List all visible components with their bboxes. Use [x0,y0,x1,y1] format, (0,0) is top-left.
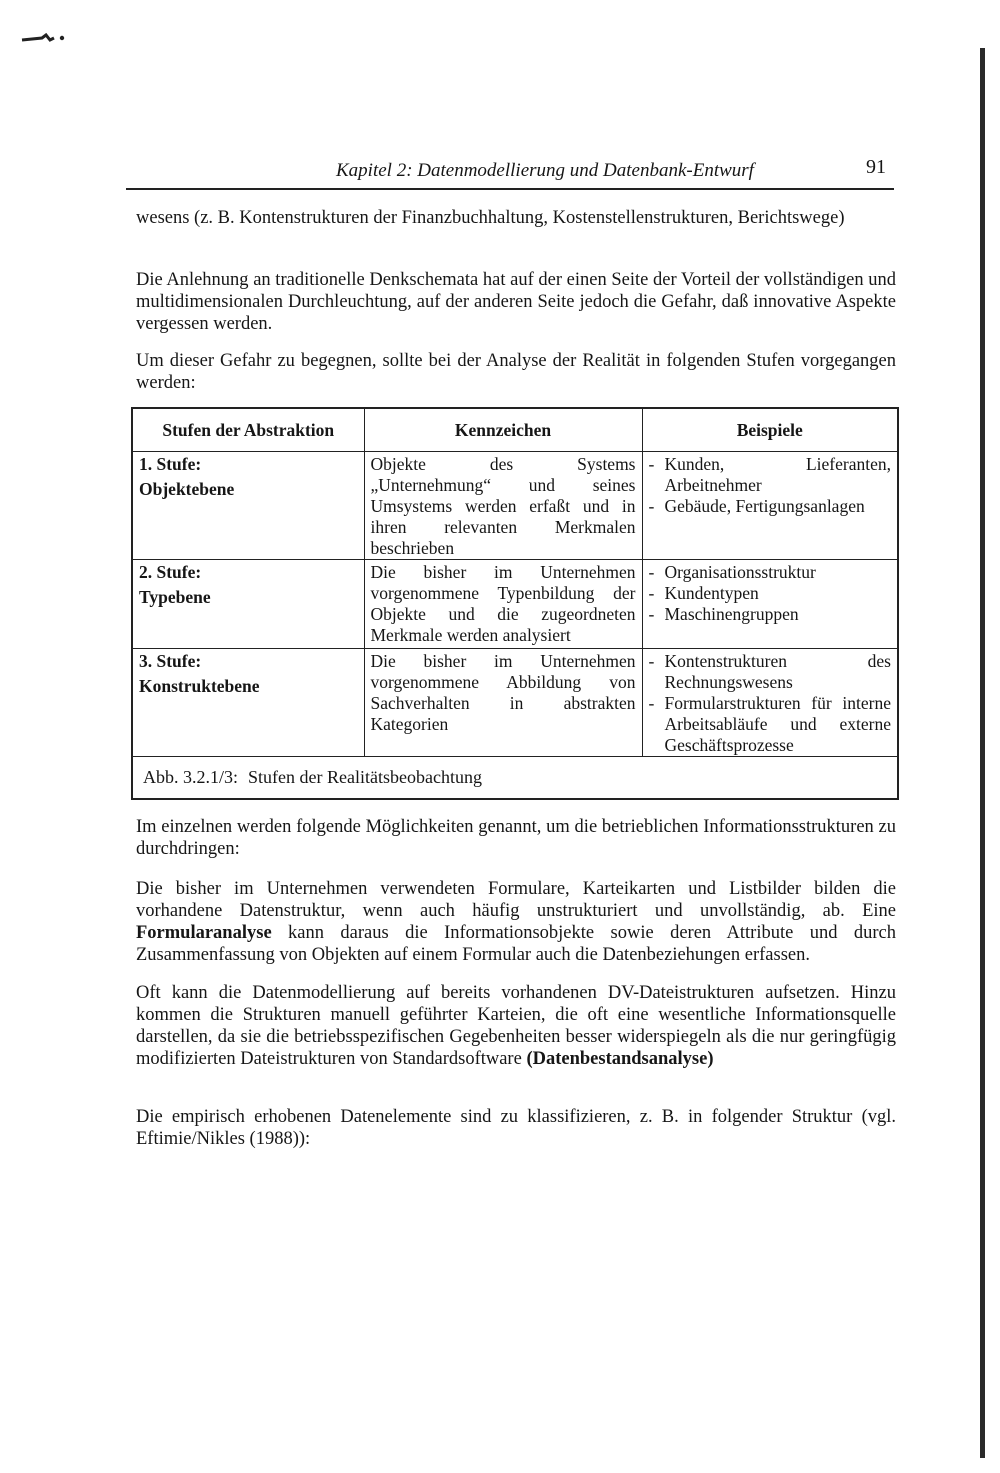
kennzeichen-text: Objekte des Systems „Unternehmung“ und seines Umsystems werden erfaßt und in ihren relevanten Merkmalen beschrieben [370,454,636,558]
paragraph-2: Die Anlehnung an traditionelle Denkschemata hat auf der einen Seite der Vorteil der vollständigen und multidimensionalen Durchleuchtung, auf der anderen Seite jedoch die Gefahr, daß innovative Aspekte vergessen werden. [136,270,896,334]
running-title: Kapitel 2: Datenmodellierung und Datenbank-Entwurf [336,160,754,181]
stufe-cell [133,649,364,757]
kennzeichen-cell [364,649,642,757]
caption-label: Abb. 3.2.1/3: [143,767,239,787]
beispiele-list [649,562,892,625]
abstraction-levels-figure [131,407,899,800]
header-kennzeichen: Kennzeichen [364,409,642,452]
header-stufen: Stufen der Abstraktion [133,409,364,452]
paragraph-3: Um dieser Gefahr zu begegnen, sollte bei der Analyse der Realität in folgenden Stufen vorgegangen werden: [136,351,896,393]
abstraction-levels-table [133,409,897,757]
list-item: - Formularstrukturen für interne Arbeitsabläufe und externe Geschäftsprozesse [649,693,892,756]
running-header [126,156,894,190]
caption-text: Stufen der Realitätsbeobachtung [248,767,482,787]
stufe-label: 2. Stufe: [139,562,202,582]
beispiele-list [649,454,892,517]
list-item: - Maschinengruppen [649,604,892,625]
scan-edge-line [980,48,985,1458]
kennzeichen-cell [364,560,642,649]
beispiele-cell [642,560,897,649]
kennzeichen-text: Die bisher im Unternehmen vorgenommene Abbildung von Sachverhalten in abstrakten Kategorien [370,651,636,734]
ebene-label: Typebene [139,587,211,607]
paragraph-4: Im einzelnen werden folgende Möglichkeiten genannt, um die betrieblichen Informationsstrukturen zu durchdringen: [136,817,896,859]
beispiele-cell [642,452,897,560]
stufe-cell [133,452,364,560]
table-row [133,452,897,560]
kennzeichen-text: Die bisher im Unternehmen vorgenommene Typenbildung der Objekte und die zugeordneten Merkmale werden analysiert [370,562,636,645]
paragraph-6 [136,982,896,1070]
paragraph-1: wesens (z. B. Kontenstrukturen der Finanzbuchhaltung, Kostenstellenstrukturen, Berichtswege) [136,208,845,228]
beispiele-cell [642,649,897,757]
table-row [133,560,897,649]
stufe-cell [133,560,364,649]
scan-artifact-mark [20,32,68,44]
paragraph-5-text-b: kann daraus die Informationsobjekte sowie deren Attribute und durch Zusammenfassung von Objekten auf einem Formular auch die Datenbeziehungen erfassen. [136,923,896,965]
paragraph-5-text-a: Die bisher im Unternehmen verwendeten Formulare, Karteikarten und Listbilder bilden die vorhandene Datenstruktur, wenn auch häufig unstrukturiert und unvollständig, ab. Eine [136,879,896,921]
list-item: - Kontenstrukturen des Rechnungswesens [649,651,892,693]
table-row [133,649,897,757]
ebene-label: Objektebene [139,479,235,499]
paragraph-7: Die empirisch erhobenen Datenelemente sind zu klassifizieren, z. B. in folgender Struktur (vgl. Eftimie/Nikles (1988)): [136,1107,896,1149]
ebene-label: Konstruktebene [139,676,260,696]
list-item: - Kundentypen [649,583,892,604]
page-number: 91 [866,156,886,178]
figure-caption [143,767,482,788]
paragraph-5-bold-term: Formularanalyse [136,923,272,943]
list-item: - Gebäude, Fertigungsanlagen [649,496,892,517]
paragraph-6-text: Oft kann die Datenmodellierung auf bereits vorhandenen DV-Dateistrukturen aufsetzen. Hinzu kommen die Strukturen manuell geführter Karteien, die oft eine wesentliche Informationsquelle darstellen, da sie die betriebsspezifischen Gegebenheiten besser widerspiegeln als die nur geringfügig modifizierten Dateistrukturen von Standardsoftware [136,983,896,1069]
list-item: - Organisationsstruktur [649,562,892,583]
stufe-label: 3. Stufe: [139,651,202,671]
beispiele-list [649,651,892,756]
paragraph-6-bold-term: (Datenbestandsanalyse) [526,1049,714,1069]
list-item: - Kunden, Lieferanten, Arbeitnehmer [649,454,892,496]
stufe-label: 1. Stufe: [139,454,202,474]
paragraph-5 [136,878,896,966]
header-beispiele: Beispiele [642,409,897,452]
kennzeichen-cell [364,452,642,560]
table-header-row [133,409,897,452]
